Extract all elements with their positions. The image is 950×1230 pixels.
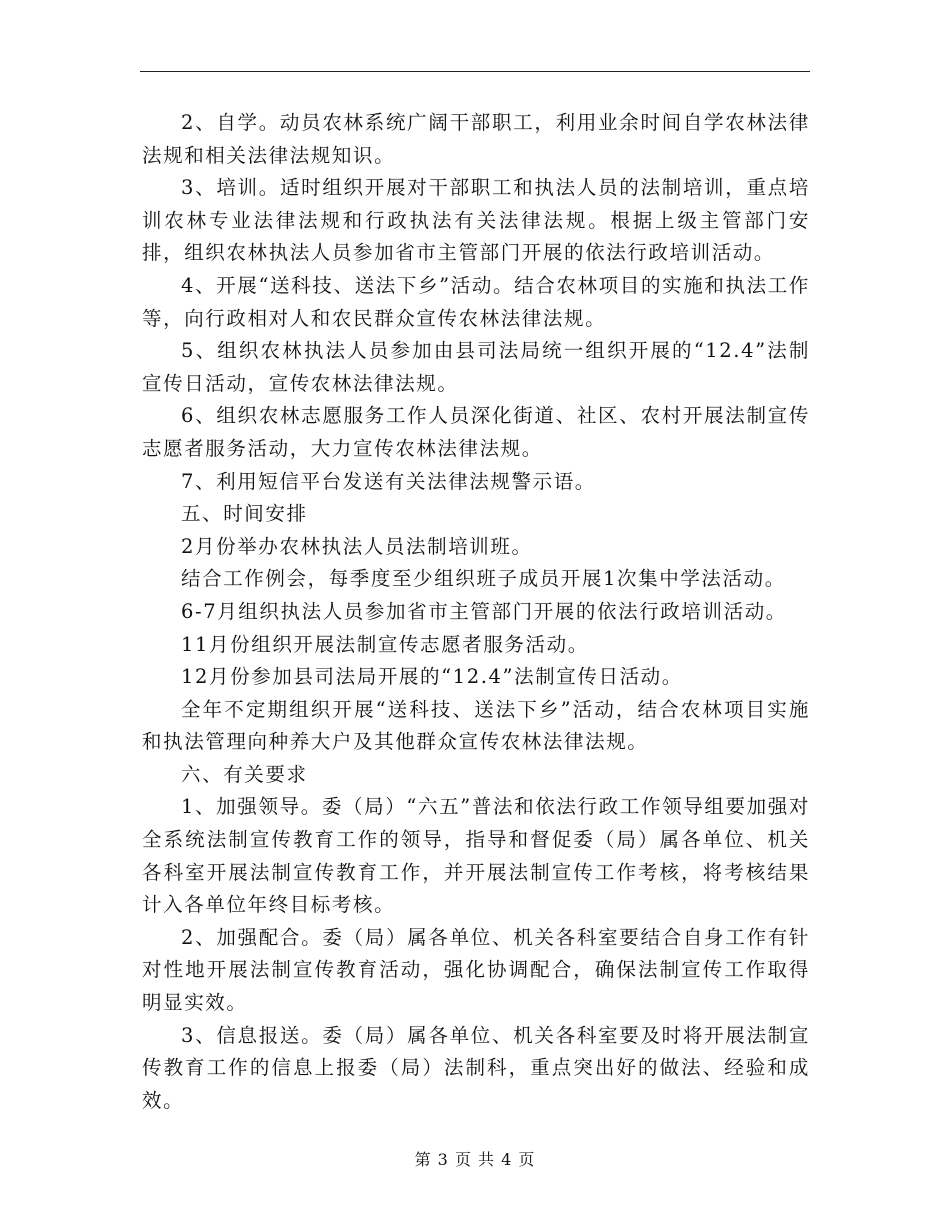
page-number: 第 3 页 共 4 页	[414, 1150, 536, 1169]
schedule-item-june-july: 6-7月组织执法人员参加省市主管部门开展的依法行政培训活动。	[181, 599, 787, 623]
page-footer	[0, 1147, 950, 1170]
schedule-item-november: 11月份组织开展法制宣传志愿者服务活动。	[181, 632, 589, 656]
requirement-reporting: 3、信息报送。委（局）属各单位、机关各科室要及时将开展法制宣传教育工作的信息上报委（局）法制科，重点突出好的做法、经验和成效。	[142, 1023, 810, 1112]
paragraph-self-study: 2、自学。动员农林系统广阔干部职工，利用业余时间自学农林法律法规和相关法律法规知识。	[142, 111, 810, 167]
section-heading-requirements: 六、有关要求	[181, 762, 308, 786]
requirement-coordination: 2、加强配合。委（局）属各单位、机关各科室要结合自身工作有针对性地开展法制宣传教育活动，强化协调配合，确保法制宣传工作取得明显实效。	[142, 925, 810, 1015]
schedule-item-december: 12月份参加县司法局开展的“12.4”法制宣传日活动。	[181, 665, 683, 689]
schedule-item-february: 2月份举办农林执法人员法制培训班。	[181, 534, 533, 558]
header-rule	[140, 71, 810, 72]
paragraph-rural-outreach: 4、开展“送科技、送法下乡”活动。结合农林项目的实施和执法工作等，向行政相对人和农民群众宣传农林法律法规。	[142, 273, 810, 330]
schedule-item-quarterly: 结合工作例会，每季度至少组织班子成员开展1次集中学法活动。	[181, 567, 786, 591]
requirement-leadership: 1、加强领导。委（局）“六五”普法和依法行政工作领导组要加强对全系统法制宣传教育工作的领导，指导和督促委（局）属各单位、机关各科室开展法制宣传教育工作，并开展法制宣传工作考核，将考核结果计入各单位年终目标考核。	[142, 795, 810, 917]
schedule-item-year-round: 全年不定期组织开展“送科技、送法下乡”活动，结合农林项目实施和执法管理向种养大户及其他群众宣传农林法律法规。	[142, 697, 810, 754]
section-heading-schedule: 五、时间安排	[181, 502, 308, 526]
paragraph-sms: 7、利用短信平台发送有关法律法规警示语。	[181, 469, 596, 493]
paragraph-volunteer: 6、组织农林志愿服务工作人员深化街道、社区、农村开展法制宣传志愿者服务活动，大力宣传农林法律法规。	[142, 404, 810, 460]
document-body	[142, 107, 810, 1117]
paragraph-training: 3、培训。适时组织开展对干部职工和执法人员的法制培训，重点培训农林专业法律法规和行政执法有关法律法规。根据上级主管部门安排，组织农林执法人员参加省市主管部门开展的依法行政培训活动。	[142, 176, 810, 265]
paragraph-legal-day: 5、组织农林执法人员参加由县司法局统一组织开展的“12.4”法制宣传日活动，宣传农林法律法规。	[142, 339, 810, 395]
